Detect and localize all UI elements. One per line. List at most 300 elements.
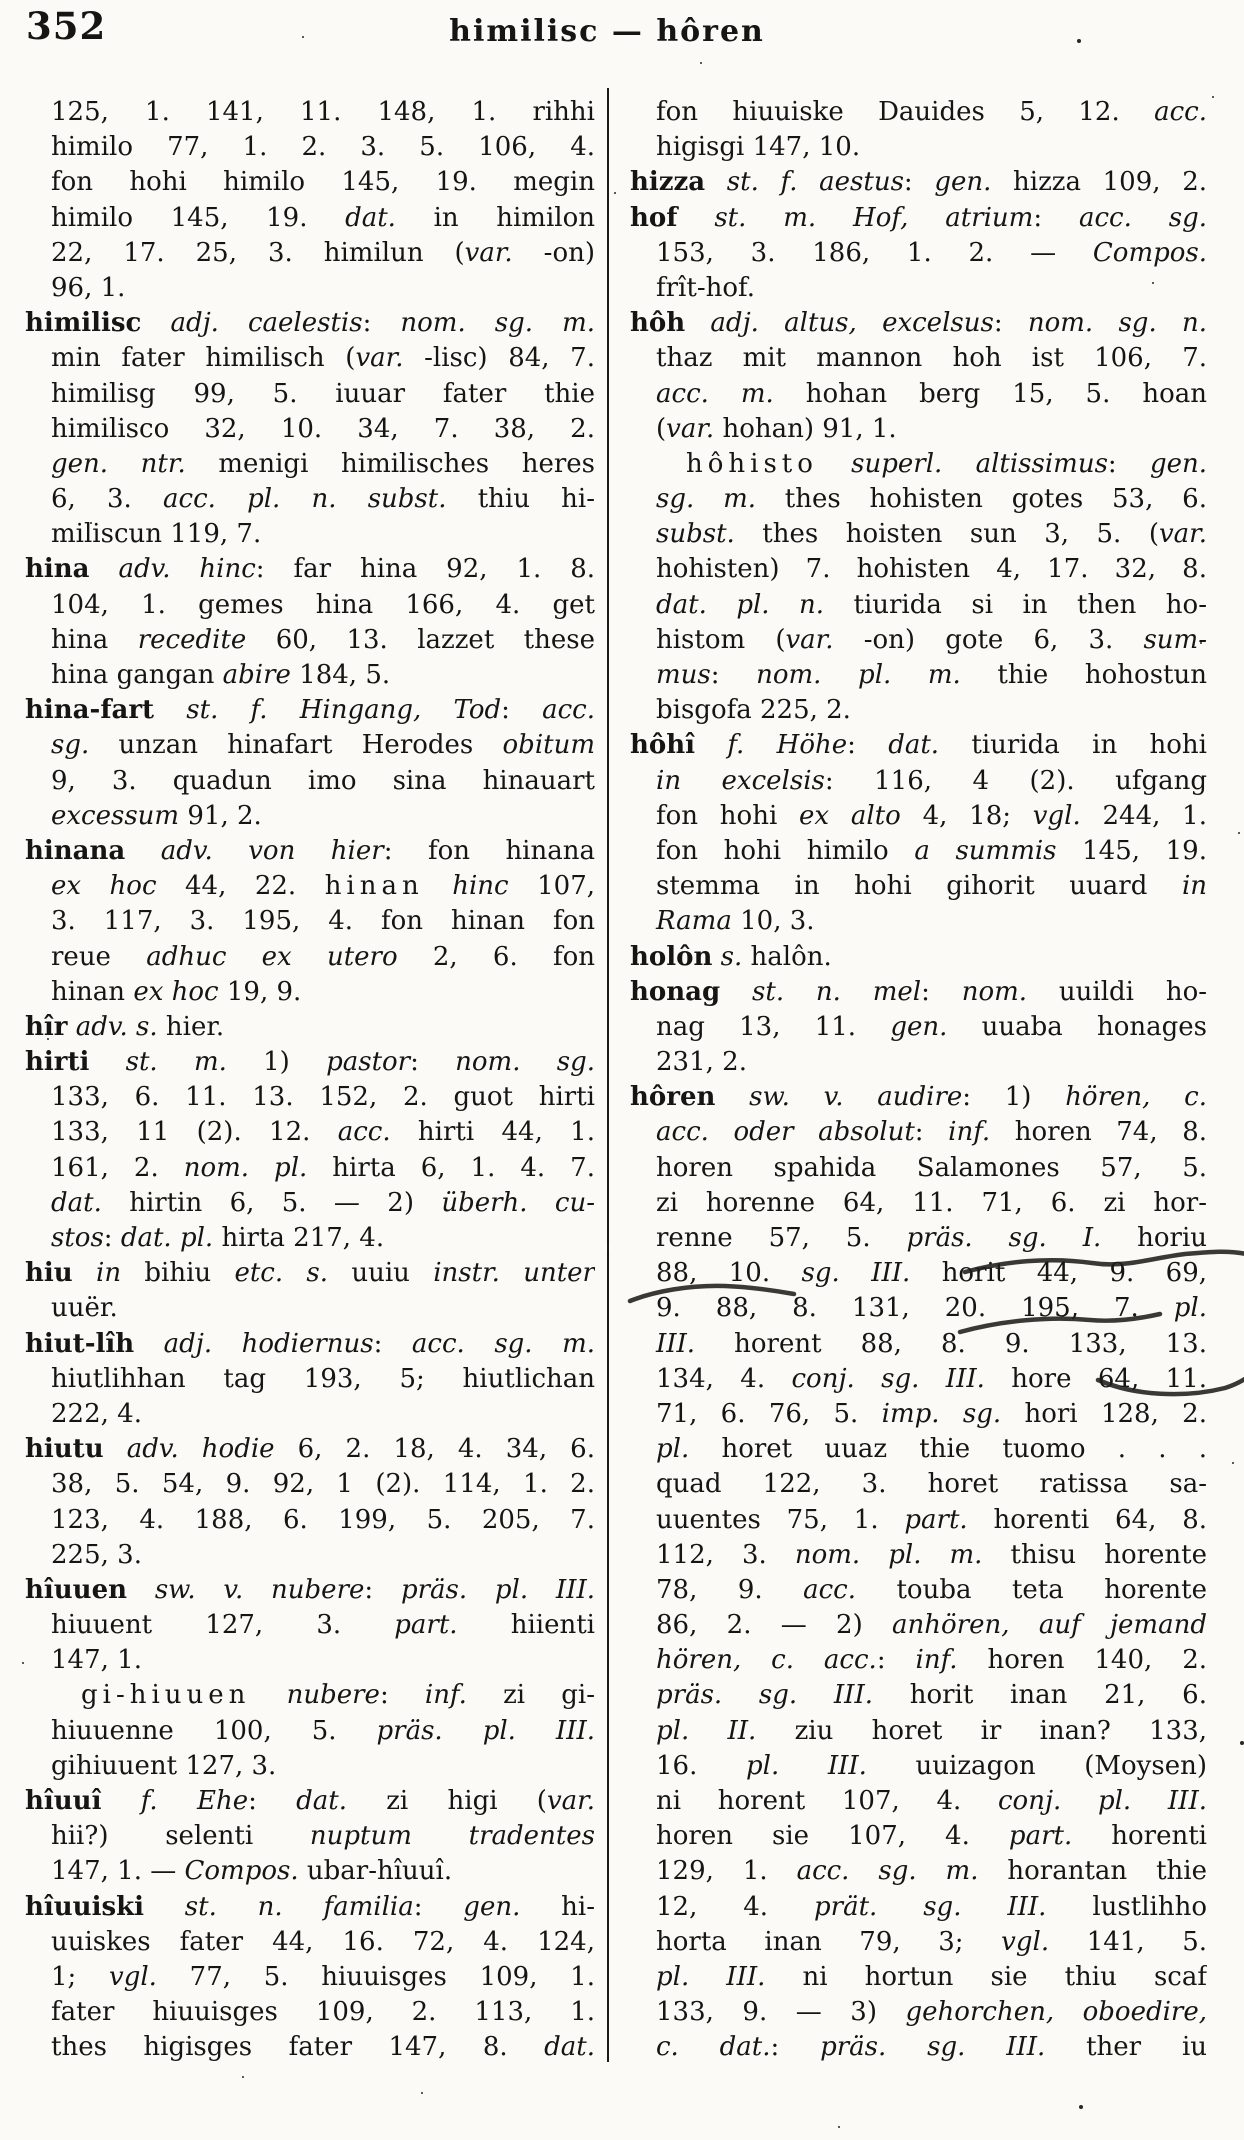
text-run: 4, 18; xyxy=(900,800,1033,831)
text-run: 71, 6. 76, 5. xyxy=(656,1398,882,1429)
text-run: präs. sg. III. xyxy=(820,2032,1046,2063)
headword: hîr xyxy=(25,1011,68,1042)
text-run: fon hohi xyxy=(656,800,800,831)
text-run: thaz mit mannon hoh ist 106, 7. xyxy=(656,343,1207,374)
text-run: : xyxy=(103,1223,121,1253)
text-run: hii?) selenti xyxy=(51,1821,310,1852)
dictionary-line xyxy=(25,1890,595,1925)
text-run: : xyxy=(410,1047,456,1078)
text-run: miliscun 119, 7. xyxy=(51,519,262,550)
text-run: zi higi ( xyxy=(346,1786,547,1816)
text-run: : xyxy=(413,1891,464,1922)
text-run: ex hoc xyxy=(133,976,219,1007)
text-run: acc. xyxy=(1154,97,1207,127)
dictionary-line xyxy=(630,1362,1207,1397)
text-run: vgl. xyxy=(109,1961,157,1992)
dictionary-line xyxy=(25,1467,595,1502)
dictionary-line xyxy=(630,306,1207,341)
headword: honag xyxy=(630,976,721,1007)
text-run: inf. xyxy=(915,1645,958,1676)
headword: hiu xyxy=(25,1258,73,1289)
text-run: 2, 6. fon xyxy=(397,941,595,972)
text-run: ni horent 107, 4. xyxy=(656,1786,998,1816)
headword: hôhî xyxy=(630,730,696,761)
text-run: st. n. mel xyxy=(720,976,922,1007)
text-run: gen. xyxy=(463,1891,521,1922)
headword: hina-fart xyxy=(25,695,155,726)
headword: hizza xyxy=(630,167,706,198)
text-run: var. xyxy=(1158,519,1207,550)
dictionary-line xyxy=(25,236,595,271)
text-run: himilo 77, 1. 2. 3. 5. 106, 4. xyxy=(51,132,595,163)
text-run: pastor xyxy=(326,1047,411,1078)
dictionary-line xyxy=(25,1678,595,1713)
text-run: fon hohi himilo 145, 19. megin xyxy=(51,167,595,198)
dictionary-line xyxy=(630,1714,1207,1749)
text-run: ther iu xyxy=(1045,2032,1207,2063)
text-run: präs. sg. III. xyxy=(656,1680,873,1711)
text-run: horenti xyxy=(1072,1821,1207,1852)
text-run: pl. III. xyxy=(656,1961,766,1992)
text-run: touba teta horente xyxy=(856,1574,1207,1605)
text-run: 231, 2. xyxy=(656,1047,747,1078)
dictionary-line xyxy=(630,1080,1207,1115)
text-run: adj. altus, excelsus xyxy=(685,308,994,339)
text-run: hina xyxy=(51,624,138,655)
dictionary-line xyxy=(25,658,595,693)
dictionary-line xyxy=(630,1854,1207,1889)
dictionary-line xyxy=(25,482,595,517)
text-run: halôn. xyxy=(742,941,832,972)
text-run: pl. xyxy=(1173,1293,1207,1324)
headword: hof xyxy=(630,202,678,233)
text-run: acc. sg. m. xyxy=(796,1856,979,1887)
dictionary-line xyxy=(25,165,595,200)
text-run: in xyxy=(1181,871,1207,902)
text-run: : xyxy=(362,308,401,339)
dictionary-line xyxy=(25,1151,595,1186)
dictionary-line xyxy=(630,236,1207,271)
text-run: gen. ntr. xyxy=(51,448,186,479)
dictionary-line xyxy=(25,588,595,623)
text-run: unzan hinafart Herodes xyxy=(89,730,503,761)
text-run: hiutlihhan tag 193, 5; hiutlichan xyxy=(51,1363,595,1394)
text-run: obitum xyxy=(502,730,595,761)
text-run: : xyxy=(1033,202,1079,233)
right-column xyxy=(630,95,1207,2066)
dictionary-line xyxy=(25,764,595,799)
dictionary-line xyxy=(630,1784,1207,1819)
text-run: instr. unter xyxy=(433,1258,595,1289)
dictionary-line xyxy=(630,940,1207,975)
text-run: horiu xyxy=(1101,1223,1207,1253)
text-run: in excelsis xyxy=(656,765,825,796)
text-run: 222, 4. xyxy=(51,1398,142,1429)
dictionary-line xyxy=(630,658,1207,693)
text-run: horent 88, 8. 9. 133, 13. xyxy=(695,1328,1207,1359)
text-run: : xyxy=(903,167,935,198)
text-run: imp. sg. xyxy=(881,1398,1002,1429)
text-run: 225, 3. xyxy=(51,1539,142,1570)
text-run: acc. xyxy=(337,1117,391,1148)
text-run: 9. 88, 8. 131, 20. 195, 7. xyxy=(656,1293,1174,1324)
text-run: horit 44, 9. 69, xyxy=(910,1258,1207,1289)
text-run: 133, 9. — 3) xyxy=(656,1997,906,2028)
dictionary-line xyxy=(630,1890,1207,1925)
text-run: pl. xyxy=(656,1434,690,1465)
headword: hîuuiski xyxy=(25,1891,144,1922)
dictionary-line xyxy=(25,1432,595,1467)
text-run: hinan xyxy=(324,871,424,902)
text-run: sw. v. audire xyxy=(715,1082,963,1113)
text-run: uuiu xyxy=(328,1258,434,1289)
text-run: thiu hi- xyxy=(446,484,595,515)
text-run: ex hoc xyxy=(51,871,157,902)
text-run: excessum xyxy=(51,800,180,831)
text-run: hirtin 6, 5. — 2) xyxy=(101,1187,442,1218)
text-run: hiuuenne 100, 5. xyxy=(51,1715,377,1746)
text-run: acc. sg. xyxy=(1078,202,1207,233)
dictionary-line xyxy=(630,1503,1207,1538)
text-run: mus xyxy=(656,660,711,690)
text-run: anhören, auf jemand xyxy=(892,1610,1207,1641)
text-run: histom ( xyxy=(656,624,786,655)
text-run: acc. sg. m. xyxy=(411,1328,595,1359)
text-run: st. f. Hingang, Tod xyxy=(154,695,502,726)
text-run: zi gi- xyxy=(466,1680,595,1711)
text-run: stemma in hohi gihorit uuard xyxy=(656,871,1182,902)
text-run: f. Ehe xyxy=(101,1786,249,1816)
dictionary-line xyxy=(630,1397,1207,1432)
dictionary-line xyxy=(630,1995,1207,2030)
text-run: ( xyxy=(656,413,667,444)
text-run: 161, 2. xyxy=(51,1152,184,1183)
text-run: 44, 22. xyxy=(156,871,325,902)
text-run: menigi himilisches heres xyxy=(185,448,595,479)
dictionary-line xyxy=(630,95,1207,130)
text-run: min fater himilisch ( xyxy=(51,343,356,374)
text-run: thes hoisten sun 3, 5. ( xyxy=(734,519,1159,550)
text-run: acc. pl. n. subst. xyxy=(163,484,447,515)
text-run: 9, 3. quadun imo sina hinauart xyxy=(51,765,595,796)
text-run: 244, 1. xyxy=(1080,800,1207,831)
dictionary-line xyxy=(630,693,1207,728)
page-number: 352 xyxy=(26,4,107,48)
text-run: gihiuuent 127, 3. xyxy=(51,1750,277,1781)
text-run: conj. sg. III. xyxy=(791,1363,985,1394)
text-run: nubere xyxy=(250,1680,380,1711)
text-run: : xyxy=(364,1574,401,1605)
text-run: : xyxy=(770,2032,821,2063)
dictionary-line xyxy=(630,1010,1207,1045)
dictionary-line xyxy=(630,588,1207,623)
text-run: dat. xyxy=(544,2032,595,2063)
text-run: uuentes 75, 1. xyxy=(656,1504,905,1535)
text-run: 22, 17. 25, 3. himilun ( xyxy=(51,237,465,268)
dictionary-line xyxy=(25,1362,595,1397)
text-run: dat. pl. xyxy=(120,1223,214,1253)
dictionary-line xyxy=(25,447,595,482)
text-run: hina gangan xyxy=(51,660,223,690)
text-run: gi-hiuuen xyxy=(81,1680,251,1711)
text-run: hier. xyxy=(157,1011,225,1042)
text-run: inf. xyxy=(424,1680,467,1711)
headword: hiutu xyxy=(25,1434,104,1465)
dictionary-line xyxy=(25,1714,595,1749)
running-title: himilisc — hôren xyxy=(449,14,765,49)
text-run: st. n. familia xyxy=(144,1891,414,1922)
dictionary-line xyxy=(630,728,1207,763)
text-run: thes higisges fater 147, 8. xyxy=(51,2032,545,2063)
dictionary-line xyxy=(25,834,595,869)
text-run: himilo 145, 19. xyxy=(51,202,346,233)
dictionary-line xyxy=(630,1045,1207,1080)
dictionary-line xyxy=(630,271,1207,306)
dictionary-line xyxy=(630,517,1207,552)
paper-specks xyxy=(0,0,2,2)
text-run: conj. pl. III. xyxy=(997,1786,1207,1816)
text-run: c. dat. xyxy=(656,2032,771,2063)
headword: hinana xyxy=(25,835,126,866)
dictionary-line xyxy=(630,1960,1207,1995)
text-run: thes hohisten gotes 53, 6. xyxy=(755,484,1207,515)
dictionary-line xyxy=(630,1291,1207,1326)
text-run: horen 140, 2. xyxy=(957,1645,1207,1676)
dictionary-line xyxy=(25,341,595,376)
dictionary-line xyxy=(25,377,595,412)
dictionary-line xyxy=(630,1186,1207,1221)
text-run: part. xyxy=(904,1504,968,1535)
dictionary-line xyxy=(630,1573,1207,1608)
text-run: : fon hinana xyxy=(383,835,595,866)
dictionary-line xyxy=(25,1080,595,1115)
text-run: 6, 2. 18, 4. 34, 6. xyxy=(274,1434,595,1465)
text-run: 134, 4. xyxy=(656,1363,792,1394)
text-run: präs. sg. I. xyxy=(906,1223,1102,1253)
text-run: inf. xyxy=(948,1117,991,1148)
dictionary-line xyxy=(630,1432,1207,1467)
dictionary-line xyxy=(25,1960,595,1995)
text-run: Compos. xyxy=(1092,237,1207,268)
text-run: adv. von hier xyxy=(125,835,384,866)
text-run: hiienti xyxy=(457,1610,595,1641)
text-run: superl. altissimus xyxy=(817,448,1108,479)
text-run: acc. xyxy=(542,695,595,726)
text-run: hi- xyxy=(520,1891,595,1922)
text-run: hohan) 91, 1. xyxy=(714,413,897,444)
dictionary-line xyxy=(25,1503,595,1538)
text-run xyxy=(424,871,453,901)
text-run: var. xyxy=(785,624,834,655)
text-run: ex alto xyxy=(799,800,901,831)
text-run: stos xyxy=(51,1223,104,1253)
text-run: 1) xyxy=(226,1047,327,1078)
text-run: var. xyxy=(546,1786,595,1816)
headword: hiut-lîh xyxy=(25,1328,135,1359)
text-run: vgl. xyxy=(1032,800,1081,831)
text-run: horet uuaz thie tuomo . . . xyxy=(689,1434,1207,1465)
text-run: 125, 1. 141, 11. 148, 1. rihhi xyxy=(51,97,595,127)
text-run: nom. sg. n. xyxy=(1027,308,1207,339)
text-run: nom. pl. m. xyxy=(756,660,961,690)
text-run: f. Höhe xyxy=(695,730,848,761)
dictionary-line xyxy=(25,975,595,1010)
text-run: ni hortun sie thiu scaf xyxy=(765,1961,1207,1992)
text-run: pl. III. xyxy=(745,1750,867,1781)
text-run: uuiskes fater 44, 16. 72, 4. 124, xyxy=(51,1926,595,1957)
text-run: acc. xyxy=(803,1574,856,1605)
dictionary-line xyxy=(25,201,595,236)
text-run: 88, 10. xyxy=(656,1258,802,1289)
dictionary-line xyxy=(630,1221,1207,1256)
dictionary-line xyxy=(25,552,595,587)
text-run: 147, 1. — xyxy=(51,1856,185,1887)
dictionary-line xyxy=(630,869,1207,904)
text-run: adhuc ex utero xyxy=(146,941,398,972)
text-run: : 1) xyxy=(962,1082,1066,1113)
dictionary-line xyxy=(630,1819,1207,1854)
dictionary-line xyxy=(25,1010,595,1045)
text-run: : 116, 4 (2). ufgang xyxy=(824,765,1207,796)
dictionary-line xyxy=(630,1678,1207,1713)
text-run: frît-hof. xyxy=(656,272,755,303)
dictionary-line xyxy=(25,1045,595,1080)
dictionary-line xyxy=(630,1925,1207,1960)
text-run: zi horenne 64, 11. 71, 6. zi hor- xyxy=(656,1187,1207,1218)
text-run: st. m. xyxy=(89,1047,227,1078)
text-run: renne 57, 5. xyxy=(656,1223,907,1253)
dictionary-line xyxy=(630,904,1207,939)
text-run: nuptum tradentes xyxy=(309,1821,595,1852)
text-run: präs. pl. III. xyxy=(376,1715,595,1746)
dictionary-line xyxy=(630,764,1207,799)
text-run: hôhisto xyxy=(686,448,818,479)
text-run: etc. s. xyxy=(234,1258,329,1289)
text-run: : xyxy=(379,1680,425,1711)
text-run: hiuuent 127, 3. xyxy=(51,1610,395,1641)
text-run: hori 128, 2. xyxy=(1001,1398,1207,1429)
text-run: var. xyxy=(666,413,715,444)
text-run: 3. 117, 3. 195, 4. fon hinan fon xyxy=(51,906,595,937)
column-divider xyxy=(607,88,609,2062)
dictionary-line xyxy=(630,447,1207,482)
text-run: : xyxy=(710,660,757,690)
text-run: horen 74, 8. xyxy=(990,1117,1207,1148)
text-run: adv. hinc xyxy=(89,554,256,585)
text-run: horen sie 107, 4. xyxy=(656,1821,1009,1852)
text-run: gen. xyxy=(1149,448,1207,479)
dictionary-line xyxy=(630,1151,1207,1186)
text-run: : far hina 92, 1. 8. xyxy=(255,554,595,585)
text-run: 19, 9. xyxy=(218,976,302,1007)
dictionary-line xyxy=(25,1643,595,1678)
text-run: in xyxy=(72,1258,122,1289)
text-run: horen spahida Salamones 57, 5. xyxy=(656,1152,1207,1183)
text-run: tiurida in hohi xyxy=(939,730,1207,761)
text-run: präs. pl. III. xyxy=(400,1574,595,1605)
dictionary-line xyxy=(25,130,595,165)
dictionary-line xyxy=(25,1221,595,1256)
text-run: reue xyxy=(51,941,147,972)
headword: hôh xyxy=(630,308,686,339)
text-run: var. xyxy=(464,237,513,268)
left-column xyxy=(25,95,595,2066)
text-run: 123, 4. 188, 6. 199, 5. 205, 7. xyxy=(51,1504,595,1535)
dictionary-line xyxy=(25,1115,595,1150)
text-run: sg. III. xyxy=(801,1258,911,1289)
text-run: fon hohi himilo xyxy=(656,835,915,866)
dictionary-line xyxy=(630,552,1207,587)
dictionary-line xyxy=(630,623,1207,658)
text-run: thisu horente xyxy=(982,1539,1207,1570)
text-run: hirta 217, 4. xyxy=(213,1223,385,1253)
text-run: dat. xyxy=(888,730,940,761)
text-run: var. xyxy=(355,343,404,374)
dictionary-line xyxy=(25,940,595,975)
text-run: uuizagon (Moysen) xyxy=(866,1750,1207,1781)
dictionary-line xyxy=(630,1115,1207,1150)
text-run: III. xyxy=(656,1328,696,1359)
dictionary-line xyxy=(25,1397,595,1432)
text-run: st. f. aestus xyxy=(705,167,904,198)
text-run: uuaba honages xyxy=(947,1011,1207,1042)
headword: hîuuî xyxy=(25,1786,102,1816)
text-run: überh. cu- xyxy=(441,1187,595,1218)
dictionary-line xyxy=(630,341,1207,376)
text-run: sum- xyxy=(1143,624,1207,655)
text-run: 141, 5. xyxy=(1049,1926,1207,1957)
text-run: gehorchen, oboedire, xyxy=(905,1997,1207,2028)
dictionary-line xyxy=(25,623,595,658)
dictionary-line xyxy=(630,201,1207,236)
text-run: : xyxy=(921,976,962,1007)
text-run: ziu horet ir inan? 133, xyxy=(756,1715,1207,1746)
text-run: 78, 9. xyxy=(656,1574,804,1605)
text-run: hören, c. xyxy=(1065,1082,1207,1113)
dictionary-line xyxy=(25,1538,595,1573)
headword: hîuuen xyxy=(25,1574,128,1605)
text-run: 10, 3. xyxy=(731,906,815,937)
text-run: dat. pl. n. xyxy=(656,589,825,620)
text-run: hohan berg 15, 5. hoan xyxy=(773,378,1207,409)
text-run: : xyxy=(876,1645,916,1676)
text-run: 129, 1. xyxy=(656,1856,797,1887)
text-run: sg. m. xyxy=(656,484,756,515)
text-run: hinan xyxy=(51,976,134,1007)
dictionary-line xyxy=(25,1256,595,1291)
text-run: : xyxy=(914,1117,949,1148)
text-run: dat. xyxy=(51,1187,102,1218)
text-run: quad 122, 3. horet ratissa sa- xyxy=(656,1469,1207,1500)
text-run: fater hiuuisges 109, 2. 113, 1. xyxy=(51,1997,595,2028)
text-run: a summis xyxy=(914,835,1057,866)
dictionary-line xyxy=(25,1573,595,1608)
text-run: bisgofa 225, 2. xyxy=(656,695,851,726)
text-run: hören, c. acc. xyxy=(656,1645,877,1676)
text-run: himilisco 32, 10. 34, 7. 38, 2. xyxy=(51,413,595,444)
text-run: 107, xyxy=(508,871,595,902)
text-run: gen. xyxy=(890,1011,948,1042)
dictionary-line xyxy=(630,1643,1207,1678)
text-run: horta inan 79, 3; xyxy=(656,1926,1002,1957)
dictionary-line xyxy=(25,728,595,763)
dictionary-line xyxy=(25,1784,595,1819)
text-run: uuër. xyxy=(51,1293,118,1324)
text-run: : xyxy=(501,695,543,726)
text-run: himilisg 99, 5. iuuar fater thie xyxy=(51,378,595,409)
dictionary-line xyxy=(630,1327,1207,1362)
text-run: lustlihho xyxy=(1046,1891,1207,1922)
